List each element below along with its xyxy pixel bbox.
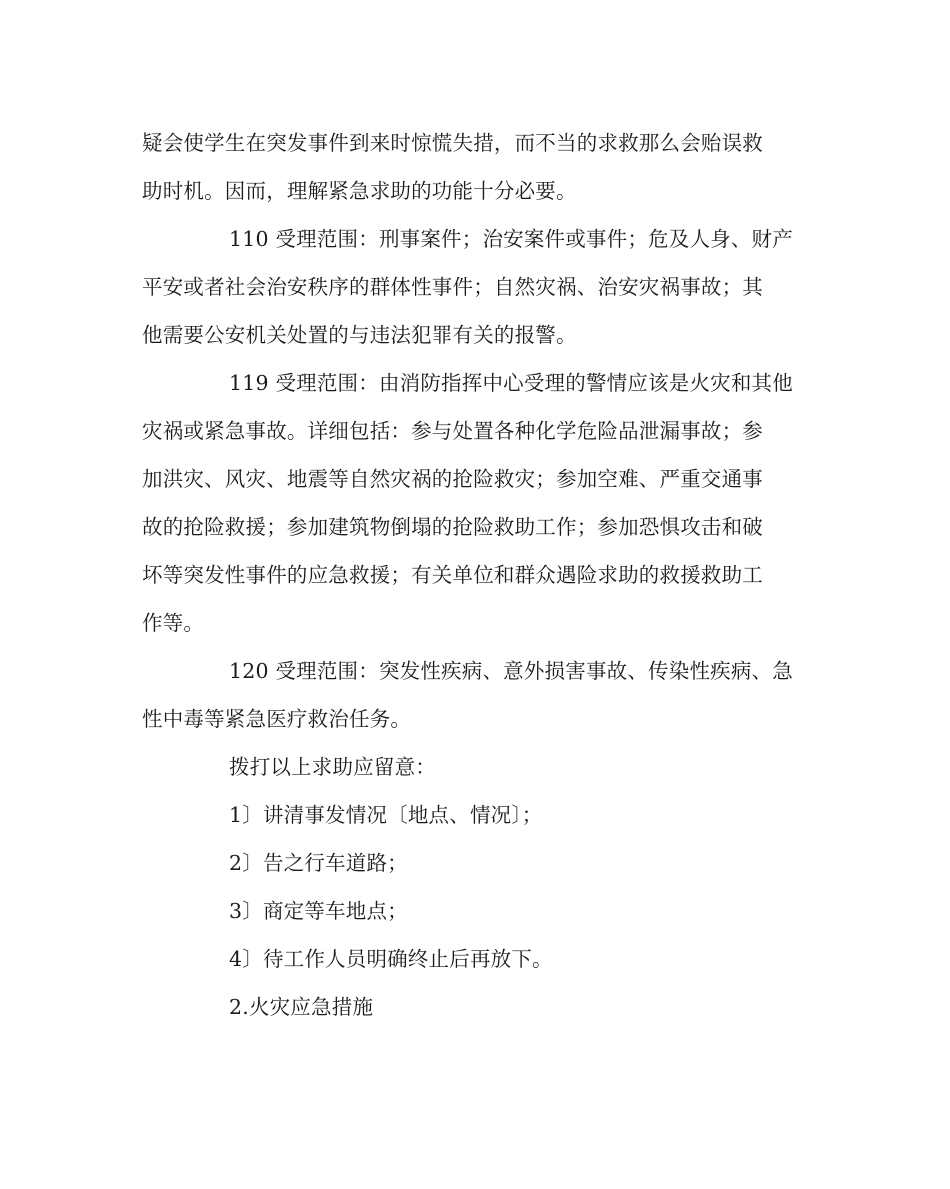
paragraph-120-line-2: 性中毒等紧急医疗救治任务。 bbox=[142, 707, 412, 731]
notice-item-3: 3〕商定等车地点； bbox=[229, 899, 408, 923]
paragraph-intro-line-2: 助时机。因而，理解紧急求助的功能十分必要。 bbox=[142, 179, 577, 203]
paragraph-119-line-5: 坏等突发性事件的应急救援；有关单位和群众遇险求助的救援救助工 bbox=[142, 563, 763, 587]
notice-item-2: 2〕告之行车道路； bbox=[229, 851, 408, 875]
paragraph-intro-line-1: 疑会使学生在突发事件到来时惊慌失措，而不当的求救那么会贻误救 bbox=[142, 131, 763, 155]
paragraph-119-line-2: 灾祸或紧急事故。详细包括：参与处置各种化学危险品泄漏事故；参 bbox=[142, 419, 763, 443]
notice-heading: 拨打以上求助应留意： bbox=[229, 755, 436, 779]
paragraph-110-line-1: 110 受理范围：刑事案件；治安案件或事件；危及人身、财产 bbox=[229, 227, 793, 251]
notice-item-1: 1〕讲清事发情况〔地点、情况〕； bbox=[229, 803, 543, 827]
paragraph-119-line-1: 119 受理范围：由消防指挥中心受理的警情应该是火灾和其他 bbox=[229, 371, 793, 395]
paragraph-119-line-6: 作等。 bbox=[142, 611, 205, 635]
paragraph-120-line-1: 120 受理范围：突发性疾病、意外损害事故、传染性疾病、急 bbox=[229, 659, 793, 683]
paragraph-119-line-4: 故的抢险救援；参加建筑物倒塌的抢险救助工作；参加恐惧攻击和破 bbox=[142, 515, 763, 539]
paragraph-110-line-3: 他需要公安机关处置的与违法犯罪有关的报警。 bbox=[142, 323, 577, 347]
paragraph-119-line-3: 加洪灾、风灾、地震等自然灾祸的抢险救灾；参加空难、严重交通事 bbox=[142, 467, 763, 491]
section-heading-fire: 2.火灾应急措施 bbox=[229, 995, 374, 1019]
paragraph-110-line-2: 平安或者社会治安秩序的群体性事件；自然灾祸、治安灾祸事故；其 bbox=[142, 275, 763, 299]
notice-item-4: 4〕待工作人员明确终止后再放下。 bbox=[229, 947, 553, 971]
